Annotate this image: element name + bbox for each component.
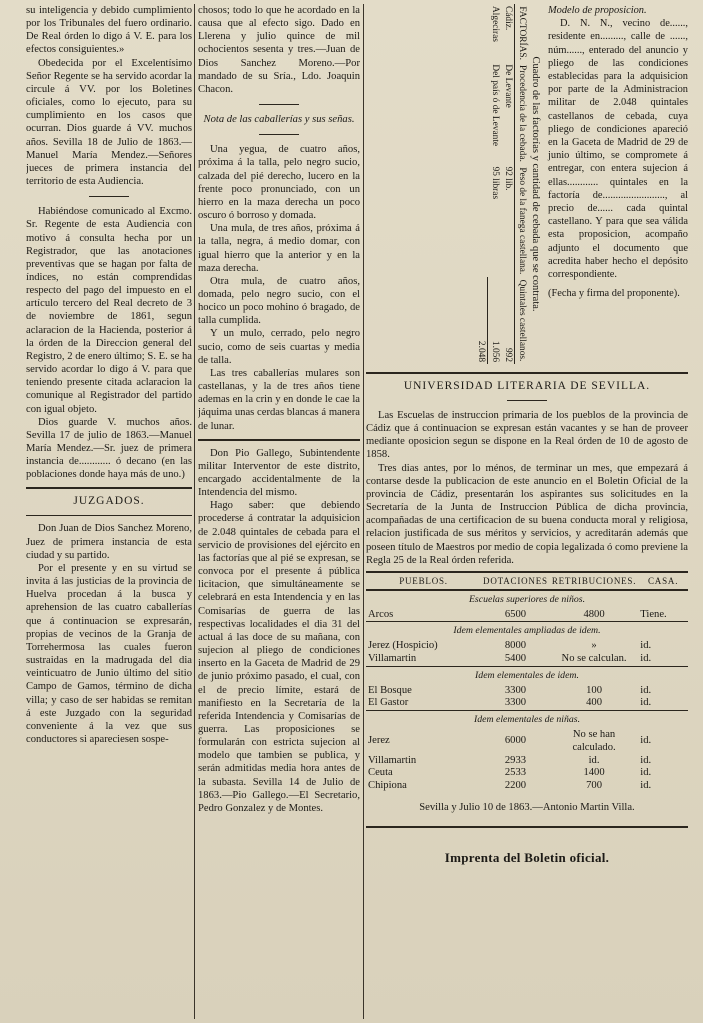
table-row-total: [474, 4, 488, 364]
divider: [507, 400, 547, 401]
retribucion: »: [591, 640, 597, 652]
table-row: [488, 4, 502, 364]
col-dotaciones: DOTACIONES: [481, 572, 550, 590]
divider: [259, 134, 299, 135]
retribucion: No se calculan.: [561, 653, 627, 665]
dotacion: 6000: [504, 735, 527, 747]
pueblo: Jerez: [368, 735, 390, 747]
column-left: [26, 4, 192, 746]
table-row: [366, 767, 688, 780]
divider: [198, 439, 360, 441]
senas-mulo: Y un mulo, cerrado, pelo negro sucio, como de seis cuartas y media de talla.: [198, 328, 360, 366]
pueblo: Jerez (Hospicio): [368, 640, 438, 652]
senas-mula-2: Otra mula, de cuatro años, domada, pelo negro sucio, con el hocico un poco mohino ó bragado, de talla cumplida.: [198, 275, 360, 327]
cuadro-table: [474, 4, 528, 364]
casa: id.: [640, 754, 652, 766]
divider: [89, 196, 129, 197]
dotacion: 6500: [504, 608, 527, 620]
retribucion: 1400: [583, 767, 605, 779]
modelo-text: D. N. N., vecino de......, residente en........., calle de ......, núm......, enterado del anuncio y pliego de las condiciones establecidas para la adquisicion por parte de la Administracion militar de 2.048 quintales castellanos de cebada, cuya pliego de condiciones apareció en la Gaceta de Madrid de 29 de junio último, se compromete á entregar, con entera sujecion á ellas............ quintales en la factoría de........................, al precio de...... cada quintal castellano. Y para que sea válida esta proposicion, acompaño adjunto el documento que acredita haber hecho el depósito correspondiente.: [548, 18, 688, 281]
modelo-firma: (Fecha y firma del proponente).: [548, 288, 680, 300]
registro-notice: Habiéndose comunicado al Excmo. Sr. Regente de esta Audiencia con motivo á consulta hecha por un Registrador, que las anotaciones preventivas que se hagan por falta de índices, no están comprendidas respecto del pago del impuesto en el artículo tercero del Real decreto de 3 de noviembre de 1861, segun aclaracion de la Hacienda, posterior á la órden de la Direccion general del Registro, 2 de enero último; S. E. se ha servido acordar lo digo á V. para que teniendo presente citada aclaracion la comunique al Registrador del partido con igual objeto.: [26, 206, 192, 415]
divider: [26, 487, 192, 489]
universidad-heading: UNIVERSIDAD LITERARIA DE SEVILLA.: [403, 380, 651, 392]
escuela-group-title: Idem elementales de niñas.: [366, 711, 688, 729]
casa: Tiene.: [640, 608, 667, 620]
dotacion: 2933: [504, 754, 527, 766]
peso: 95 libras: [489, 166, 500, 200]
requisitoria-end: chosos; todo lo que he acordado en la causa que al efecto sigo. Dado en Llerena y julio quince de mil ochocientos sesenta y tres.—Juan de Dios Sanchez Moreno.—Por mandado de su Sría., Ldo. Joaquin Chacon.: [198, 5, 360, 95]
pueblo: El Bosque: [368, 684, 412, 696]
casa: id.: [640, 697, 652, 709]
cuadro-title: Cuadro de las factorías y cantidad de cebada que se contrata.: [530, 56, 541, 312]
casa: id.: [640, 653, 652, 665]
pueblo: Chipiona: [368, 780, 407, 792]
pueblo: Arcos: [368, 608, 394, 620]
column-right: [366, 4, 688, 866]
peso: 92 lib.: [503, 166, 513, 191]
table-row: [366, 653, 688, 666]
escuela-group-title: Idem elementales ampliadas de idem.: [366, 622, 688, 640]
retribucion: 400: [586, 697, 602, 709]
audiencia-order-end: su inteligencia y debido cumplimiento por los Tribunales del fuero ordinario. De Real órden lo digo á V. E. para los efectos consiguientes.»: [26, 5, 192, 56]
juez-requisitoria: Por el presente y en su virtud se invita á las justicias de la provincia de Huelva procedan á la busca y aprehension de las cuatro caballerías que á continuacion se expresarán, propias de vecinos de la Granja de Torrehermosa las cuales fueron sustraidas en la madrugada del dia veinticuatro de Junio último del sitio Campo de Gamos, término de dicha villa; y caso de ser habidas se remitan á este Juzgado con la seguridad conveniente á la vez que sus conductores si apareciesen sospe-: [26, 562, 192, 745]
table-row: [366, 755, 688, 768]
column-rule: [363, 4, 364, 1019]
escuela-group-heading: [366, 666, 688, 684]
senas-mula-1: Una mula, de tres años, próxima á la talla, negra, á medio domar, con igual hierro que la anterior y en la maza derecha.: [198, 223, 360, 274]
casa: id.: [640, 684, 652, 696]
col-casa: CASA.: [638, 572, 688, 590]
quintales: 1.056: [490, 340, 500, 362]
regente-circular: Obedecida por el Excelentísimo Señor Regente se ha servido acordar la circule á VV. por los Boletines oficiales, como lo ejecuto, para su cumplimiento en los casos que ocurran. Dios guarde á VV. muchos años. Sevilla 18 de Julio de 1863.—Manuel María Mendez.—Señores jueces de primera instancia del territorio de esta Audiencia.: [26, 57, 192, 188]
quintales: 992: [503, 347, 513, 362]
divider: [366, 372, 688, 374]
escuela-group-title: Escuelas superiores de niños.: [366, 590, 688, 609]
dotacion: 2200: [504, 780, 527, 792]
registro-signature: Dios guarde V. muchos años. Sevilla 17 de julio de 1863.—Manuel María Mendez.—Sr. juez de primera instancia de............ ó decano (en las poblaciones donde haya más de uno.): [26, 416, 192, 481]
retribucion: id.: [588, 754, 600, 766]
retribucion: 700: [586, 780, 602, 792]
col-factorias: FACTORÍAS.: [515, 4, 529, 62]
cuadro-section: [366, 4, 688, 364]
dotacion: 5400: [504, 653, 527, 665]
juez-intro: Don Juan de Dios Sanchez Moreno, Juez de primera instancia de esta ciudad y su partido.: [26, 523, 192, 561]
pueblo: Ceuta: [368, 767, 393, 779]
escuela-group-heading: [366, 622, 688, 640]
table-row: [501, 4, 515, 364]
senas-comunes: Las tres caballerías mulares son castellanas, y la de tres años tiene ademas en la crin y en donde le cae la jáquima unas cerdas blancas á manera de lunar.: [198, 367, 360, 432]
modelo-proposicion: [548, 4, 688, 300]
factoria: Algeciras: [489, 6, 500, 42]
column-middle: [198, 4, 360, 815]
universidad-p1: Las Escuelas de instruccion primaria de los pueblos de la provincia de Cádiz que á continuacion se expresan están vacantes y se han de proveer mediante oposicion segun se dispone en la Real órden de 10 de agosto de 1858.: [366, 410, 688, 461]
table-row: [366, 729, 688, 755]
table-row: [366, 780, 688, 793]
casa: id.: [640, 780, 652, 792]
modelo-title: Modelo de proposicion.: [548, 5, 647, 16]
retribucion: 100: [586, 684, 602, 696]
pueblo: El Gastor: [368, 697, 409, 709]
escuela-group-heading: [366, 711, 688, 729]
dotacion: 3300: [504, 697, 527, 709]
col-peso: Peso de la fanega castellana.: [515, 165, 529, 278]
table-row: [366, 685, 688, 698]
casa: id.: [640, 735, 652, 747]
retribucion: No se han calculado.: [572, 729, 616, 753]
retribucion: 4800: [583, 608, 605, 620]
juzgados-heading: JUZGADOS.: [73, 495, 145, 508]
procedencia: Del país ó de Levante: [489, 64, 500, 147]
casa: id.: [640, 640, 652, 652]
dotacion: 2533: [504, 767, 527, 779]
factoria: Cádiz.: [503, 6, 513, 31]
pueblo: Villamartin: [368, 754, 417, 766]
table-row: [366, 609, 688, 622]
pueblo: Villamartin: [368, 653, 417, 665]
subasta-anuncio: Hago saber: que debiendo procederse á contratar la adquisicion de 2.048 quintales de cebada para el servicio de provisiones del ejército en las factorías que al pié se expresan, se convoca por el presente á pública licitacion, que simultáneamente se celebrará en esta Intendencia y en las Comisarías de guerra de las respectivas localidades el dia 31 del actual á las doce de su mañana, con sujecion al pliego de condiciones inserto en la Gaceta de Madrid de 29 de junio próximo pasado, el cual, con el de precio límite, estará de manifiesto en la Secretaría de la referida Intendencia y Comisarías de guerra. Las proposiciones se formularán con estricta sujecion al modelo que tambien se publica, y serán admitidas media hora antes de la subasta. Sevilla 14 de Julio de 1863.—Pio Gallego.—El Secretario, Pedro Gonzalez y de Montes.: [198, 500, 360, 814]
cuadro-factorias: [366, 4, 541, 364]
col-pueblos: PUEBLOS.: [366, 572, 481, 590]
dotacion: 3300: [504, 684, 527, 696]
procedencia: De Levante: [503, 64, 513, 108]
column-rule: [194, 4, 195, 1019]
table-row: [366, 697, 688, 710]
col-procedencia: Procedencia de la cebada.: [515, 62, 529, 164]
subintendente-intro: Don Pio Gallego, Subintendente militar Interventor de este distrito, encargado accidentalmente de la Intendencia del mismo.: [198, 447, 360, 499]
senas-yegua: Una yegua, de cuatro años, próxima á la talla, pelo negro sucio, calzada del pié derecho, lucero en la frente poco pronunciado, con un hierro en la maza derecha un poco oscuro ó borroso y domada.: [198, 144, 360, 222]
casa: id.: [640, 767, 652, 779]
nota-caballerias-heading: Nota de las caballerías y sus señas.: [203, 114, 355, 126]
escuela-group-title: Idem elementales de idem.: [366, 666, 688, 684]
divider: [26, 515, 192, 516]
divider: [366, 826, 688, 828]
imprenta-footer: Imprenta del Boletin oficial.: [444, 850, 610, 866]
dotacion: 8000: [504, 640, 527, 652]
universidad-p2: Tres dias antes, por lo ménos, de terminar un mes, que empezará á contarse desde la publicacion de este anuncio en el Boletin Oficial de la provincia de Cádiz, presentarán los aspirantes sus solicitudes en la Secretaría de la Junta de Instruccion Pública de dicha provincia, acompañadas de una certificacion de su buena conducta moral y religiosa, relacion justificada de sus méritos y servicios, y acreditarán además que poseen título de Maestros por medio de copia legalizada ó como previene la Regla 25 de la Real órden referida.: [366, 462, 688, 566]
table-row: [366, 640, 688, 653]
col-retribuciones: RETRIBUCIONES.: [550, 572, 638, 590]
col-quintales: Quintales castellanos.: [515, 277, 529, 364]
quintales-total: 2.048: [474, 277, 488, 364]
divider: [259, 104, 299, 105]
escuelas-table: [366, 571, 688, 793]
universidad-firma: Sevilla y Julio 10 de 1863.—Antonio Martin Villa.: [419, 802, 635, 814]
escuela-group-heading: [366, 590, 688, 609]
